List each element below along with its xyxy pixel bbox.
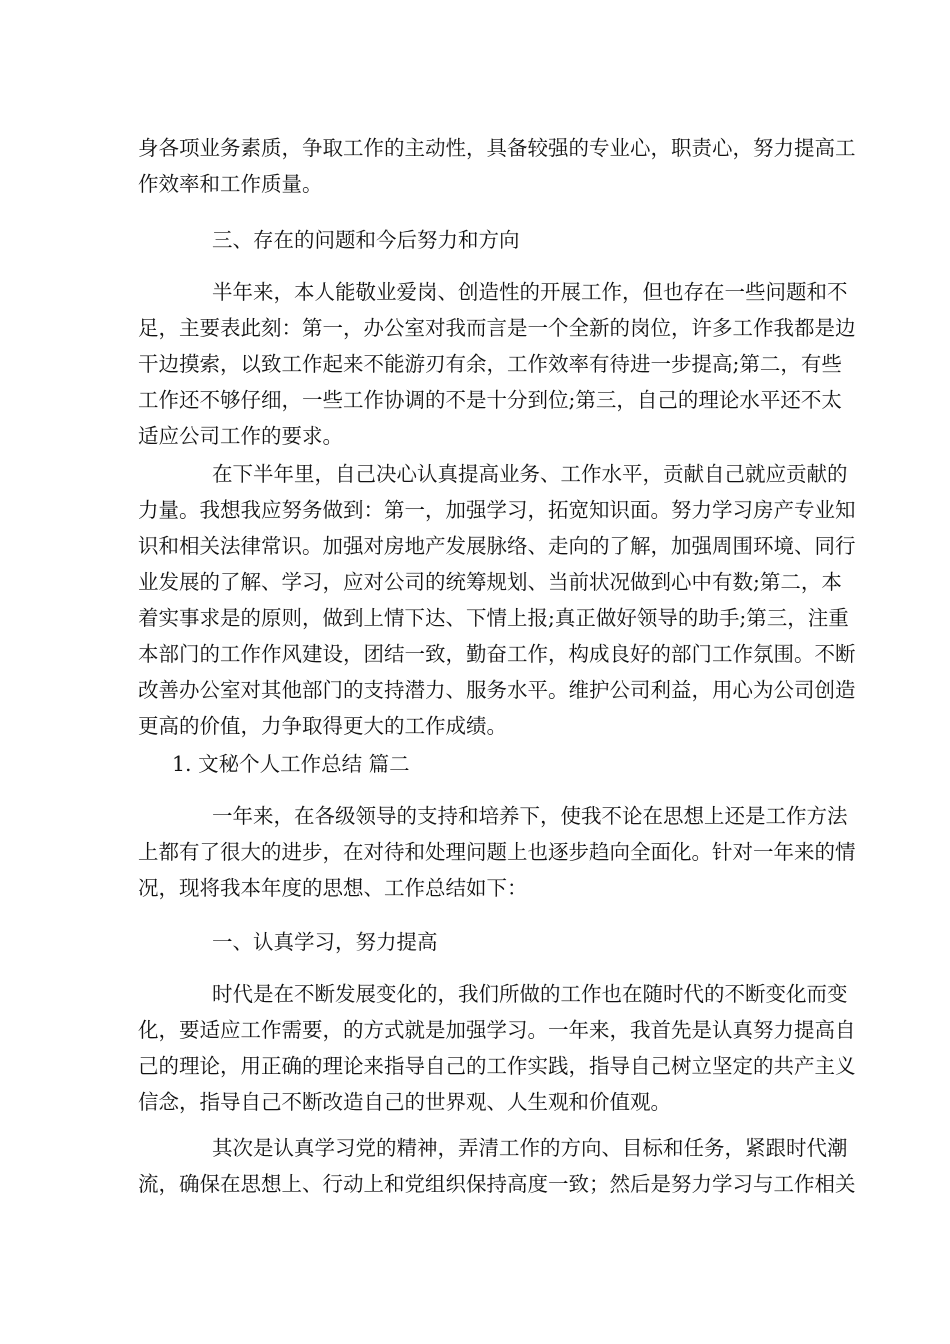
paragraph-problems xyxy=(138,274,856,454)
text-line: 化，要适应工作需要，的方式就是加强学习。一年来，我首先是认真努力提高自 xyxy=(138,1018,856,1042)
text-line: 一年来，在各级领导的支持和培养下，使我不论在思想上还是工作方法 xyxy=(212,804,848,828)
text-line: 况，现将我本年度的思想、工作总结如下： xyxy=(138,876,528,900)
paragraph-party-study xyxy=(138,1130,856,1202)
text-line: 适应公司工作的要求。 xyxy=(138,424,343,448)
text-line: 更高的价值，力争取得更大的工作成绩。 xyxy=(138,714,507,738)
section-heading-problems: 三、存在的问题和今后努力和方向 xyxy=(212,228,520,252)
text-line: 识和相关法律常识。加强对房地产发展脉络、走向的了解，加强周围环境、同行 xyxy=(138,534,856,558)
text-line: 半年来，本人能敬业爱岗、创造性的开展工作，但也存在一些问题和不 xyxy=(212,280,848,304)
text-line: 时代是在不断发展变化的，我们所做的工作也在随时代的不断变化而变 xyxy=(212,982,848,1006)
paragraph-intro xyxy=(138,798,856,906)
text-line: 业发展的了解、学习，应对公司的统筹规划、当前状况做到心中有数;第二，本 xyxy=(138,570,842,594)
text-line: 上都有了很大的进步，在对待和处理问题上也逐步趋向全面化。针对一年来的情 xyxy=(138,840,856,864)
paragraph-study xyxy=(138,976,856,1120)
text-line: 力量。我想我应努务做到：第一，加强学习，拓宽知识面。努力学习房产专业知 xyxy=(138,498,856,522)
text-line: 身各项业务素质，争取工作的主动性，具备较强的专业心，职责心，努力提高工 xyxy=(138,136,856,160)
paragraph-plans xyxy=(138,456,856,744)
text-line: 着实事求是的原则，做到上情下达、下情上报;真正做好领导的助手;第三，注重 xyxy=(138,606,849,630)
text-line: 作效率和工作质量。 xyxy=(138,172,323,196)
paragraph-continuation xyxy=(138,130,856,202)
text-line: 流，确保在思想上、行动上和党组织保持高度一致；然后是努力学习与工作相关 xyxy=(138,1172,856,1196)
article-heading-part-two: 1. 文秘个人工作总结 篇二 xyxy=(172,752,410,776)
text-line: 足，主要表此刻：第一，办公室对我而言是一个全新的岗位，许多工作我都是边 xyxy=(138,316,856,340)
text-line: 工作还不够仔细，一些工作协调的不是十分到位;第三，自己的理论水平还不太 xyxy=(138,388,842,412)
text-line: 改善办公室对其他部门的支持潜力、服务水平。维护公司利益，用心为公司创造 xyxy=(138,678,856,702)
text-line: 其次是认真学习党的精神，弄清工作的方向、目标和任务，紧跟时代潮 xyxy=(212,1136,848,1160)
text-line: 在下半年里，自己决心认真提高业务、工作水平，贡献自己就应贡献的 xyxy=(212,462,848,486)
text-line: 干边摸索，以致工作起来不能游刃有余，工作效率有待进一步提高;第二，有些 xyxy=(138,352,842,376)
text-line: 信念，指导自己不断改造自己的世界观、人生观和价值观。 xyxy=(138,1090,671,1114)
text-line: 本部门的工作作风建设，团结一致，勤奋工作，构成良好的部门工作氛围。不断 xyxy=(138,642,856,666)
text-line: 己的理论，用正确的理论来指导自己的工作实践，指导自己树立坚定的共产主义 xyxy=(138,1054,856,1078)
section-heading-study: 一、认真学习，努力提高 xyxy=(212,930,438,954)
